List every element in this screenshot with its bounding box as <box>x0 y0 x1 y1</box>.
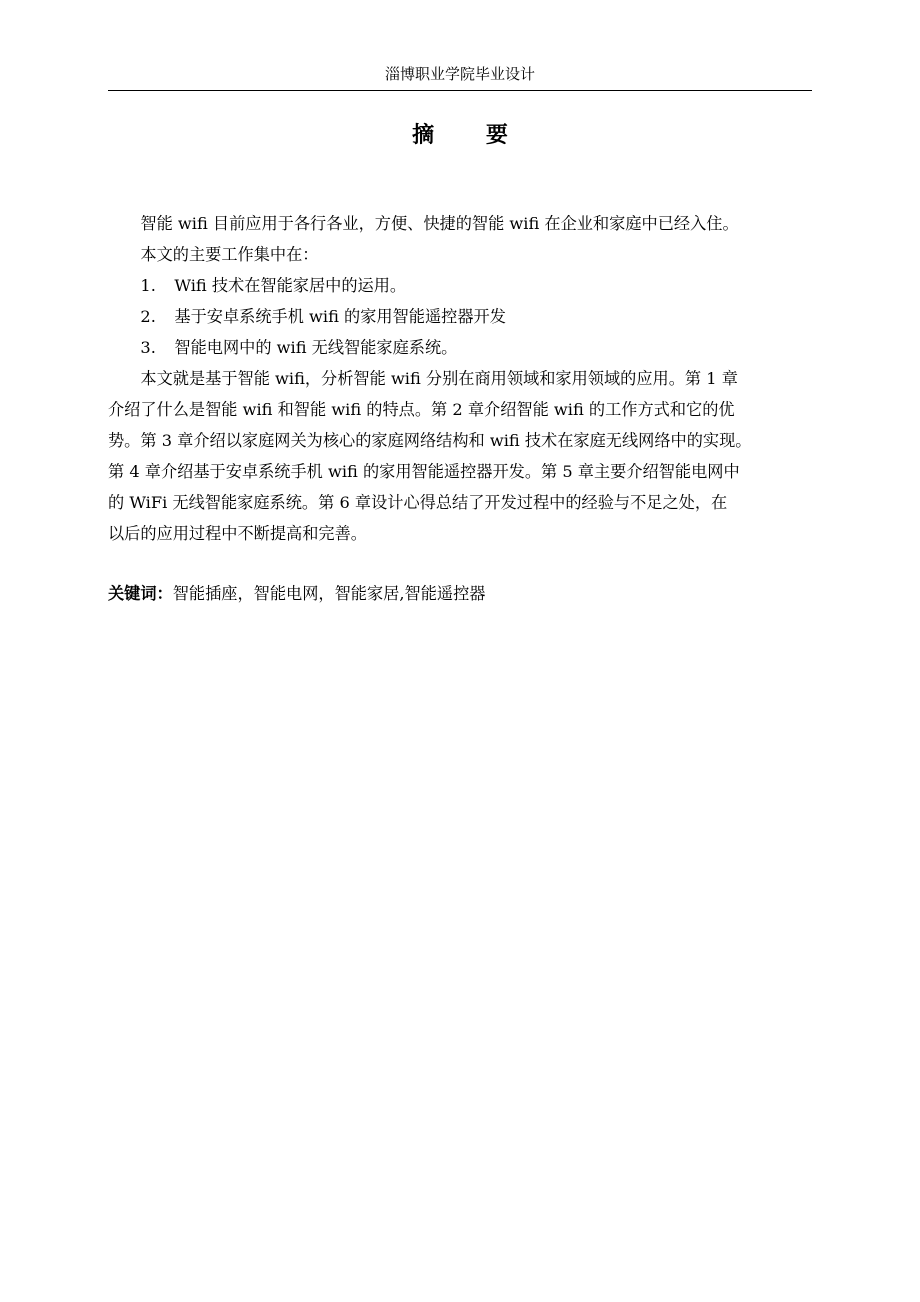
header-institution: 淄博职业学院毕业设计 <box>384 65 535 83</box>
abstract-body <box>108 208 820 549</box>
list-item-text: 基于安卓系统手机 wifi 的家用智能遥控器开发 <box>174 307 506 326</box>
list-item-text: 智能电网中的 wifi 无线智能家庭系统。 <box>174 338 458 357</box>
summary-line: 的 WiFi 无线智能家庭系统。第 6 章设计心得总结了开发过程中的经验与不足之处，在 <box>108 493 728 512</box>
list-item <box>108 301 820 332</box>
keywords-value: 智能插座，智能电网，智能家居,智能遥控器 <box>172 584 486 603</box>
summary-line: 本文就是基于智能 wifi，分析智能 wifi 分别在商用领域和家用领域的应用。第 1 章 <box>140 369 738 388</box>
list-item-number: 1. <box>140 276 156 295</box>
keywords <box>108 578 485 609</box>
list-item-text: Wifi 技术在智能家居中的运用。 <box>174 276 407 295</box>
summary-line: 介绍了什么是智能 wifi 和智能 wifi 的特点。第 2 章介绍智能 wifi 的工作方式和它的优 <box>108 400 735 419</box>
keywords-label: 关键词： <box>108 584 173 603</box>
abstract-focus: 本文的主要工作集中在： <box>140 245 319 264</box>
summary-line: 第 4 章介绍基于安卓系统手机 wifi 的家用智能遥控器开发。第 5 章主要介绍智能电网中 <box>108 462 740 481</box>
abstract-title: 摘 要 <box>412 122 530 148</box>
list-item <box>108 270 820 301</box>
list-item <box>108 332 820 363</box>
page-header <box>108 62 812 91</box>
list-item-number: 3. <box>140 338 156 357</box>
summary-line: 以后的应用过程中不断提高和完善。 <box>108 524 367 543</box>
list-item-number: 2. <box>140 307 156 326</box>
summary-line: 势。第 3 章介绍以家庭网关为核心的家庭网络结构和 wifi 技术在家庭无线网络中的实现。 <box>108 431 752 450</box>
abstract-intro: 智能 wifi 目前应用于各行各业，方便、快捷的智能 wifi 在企业和家庭中已经入住。 <box>140 214 739 233</box>
